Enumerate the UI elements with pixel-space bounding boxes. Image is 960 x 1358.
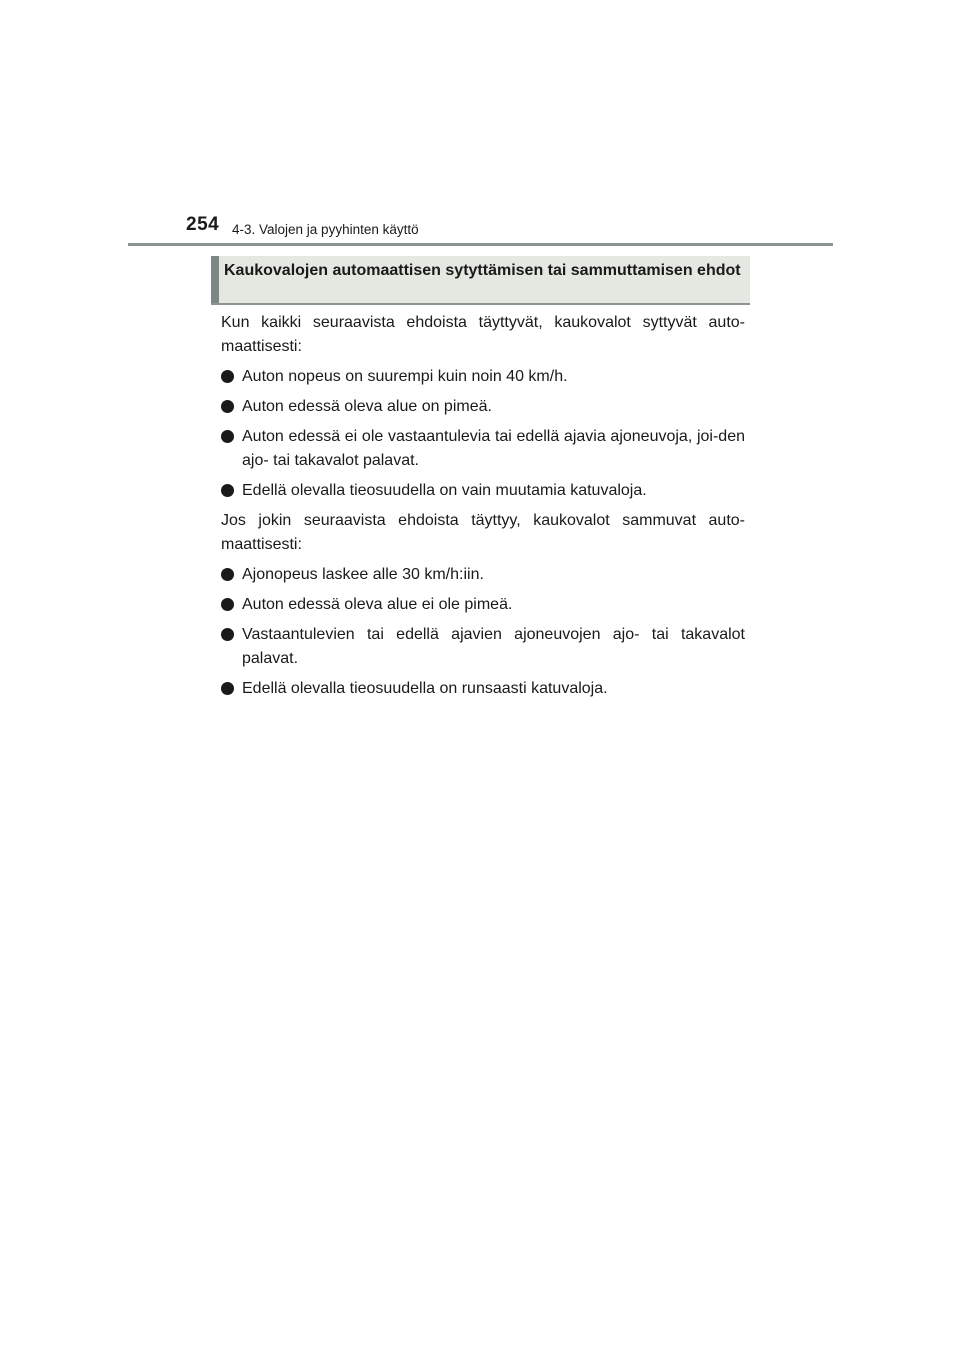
bullet-icon <box>221 370 234 383</box>
list-item <box>221 623 745 671</box>
header-divider <box>128 243 833 246</box>
list-item-text: Auton edessä ei ole vastaantulevia tai edellä ajavia ajoneuvoja, joi-den ajo- tai takavalot palavat. <box>242 428 745 469</box>
on-conditions-intro: Kun kaikki seuraavista ehdoista täyttyvät, kaukovalot syttyvät auto-maattisesti: <box>221 314 745 355</box>
subheading-accent-bar <box>211 256 219 303</box>
list-item <box>221 395 745 419</box>
main-content <box>221 311 745 707</box>
subheading-title: Kaukovalojen automaattisen sytyttämisen tai sammuttamisen ehdot <box>224 262 741 279</box>
list-item <box>221 479 745 503</box>
subheading-box <box>211 256 750 305</box>
list-item <box>221 425 745 473</box>
bullet-icon <box>221 598 234 611</box>
list-item-text: Edellä olevalla tieosuudella on runsaasti katuvaloja. <box>242 680 608 697</box>
bullet-icon <box>221 628 234 641</box>
bullet-icon <box>221 568 234 581</box>
list-item-text: Auton edessä oleva alue on pimeä. <box>242 398 492 415</box>
list-item <box>221 563 745 587</box>
off-conditions-intro: Jos jokin seuraavista ehdoista täyttyy, kaukovalot sammuvat auto-maattisesti: <box>221 512 745 553</box>
page-number: 254 <box>186 214 220 235</box>
list-item-text: Auton edessä oleva alue ei ole pimeä. <box>242 596 513 613</box>
list-item <box>221 365 745 389</box>
bullet-icon <box>221 400 234 413</box>
bullet-icon <box>221 484 234 497</box>
list-item-text: Auton nopeus on suurempi kuin noin 40 km/h. <box>242 368 568 385</box>
list-item <box>221 593 745 617</box>
list-item <box>221 677 745 701</box>
bullet-icon <box>221 430 234 443</box>
section-title: 4-3. Valojen ja pyyhinten käyttö <box>232 222 419 237</box>
list-item-text: Edellä olevalla tieosuudella on vain muutamia katuvaloja. <box>242 482 647 499</box>
bullet-icon <box>221 682 234 695</box>
list-item-text: Vastaantulevien tai edellä ajavien ajoneuvojen ajo- tai takavalot palavat. <box>242 626 745 667</box>
list-item-text: Ajonopeus laskee alle 30 km/h:iin. <box>242 566 484 583</box>
